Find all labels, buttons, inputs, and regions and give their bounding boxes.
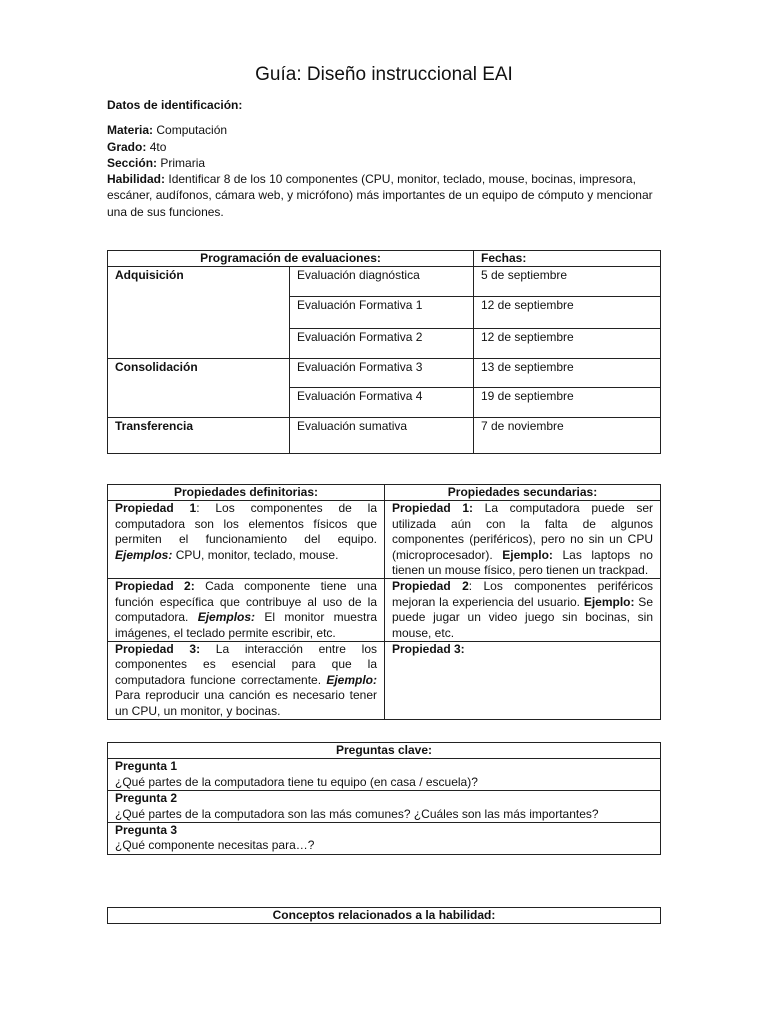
concepts-header-row — [108, 908, 661, 924]
evaluation-date: 12 de septiembre — [474, 297, 661, 329]
example-label: Ejemplo: — [326, 672, 377, 687]
secondary-header: Propiedades secundarias: — [385, 485, 661, 501]
evaluation-date: 12 de septiembre — [474, 329, 661, 359]
question-cell — [108, 759, 661, 791]
evaluations-dates-header: Fechas: — [474, 251, 661, 267]
property-label: Propiedad 1 — [115, 501, 197, 516]
table-row — [108, 579, 661, 642]
question-cell — [108, 823, 661, 855]
evaluation-date: 5 de septiembre — [474, 267, 661, 297]
materia-value: Computación — [156, 123, 228, 138]
property-example: Para reproducir una canción es necesario tener un CPU, un monitor, y bocinas. — [115, 688, 377, 718]
evaluation-name: Evaluación Formativa 3 — [290, 359, 474, 388]
concepts-header: Conceptos relacionados a la habilidad: — [108, 908, 661, 924]
evaluation-name: Evaluación diagnóstica — [290, 267, 474, 297]
property-cell — [108, 579, 385, 642]
property-label: Propiedad 3: — [392, 642, 465, 657]
property-cell — [385, 579, 661, 642]
seccion-value: Primaria — [160, 155, 206, 170]
example-label: Ejemplos: — [197, 610, 256, 625]
concepts-table — [107, 907, 661, 924]
stage-name: Transferencia — [108, 418, 290, 454]
property-text: : Los componentes periféricos mejoran la experiencia del usuario. — [392, 579, 653, 609]
identification-heading: Datos de identificación: — [107, 98, 243, 112]
question-cell — [108, 791, 661, 823]
evaluations-table — [107, 250, 661, 454]
property-cell — [108, 642, 385, 720]
property-label: Propiedad 2: — [115, 579, 195, 594]
habilidad-value: Identificar 8 de los 10 componentes (CPU, monitor, teclado, mouse, bocinas, impresora, escáner, audífonos, cámara web, y micrófono) más importantes de un equipo de cómputo y mencionar una de sus funciones. — [107, 172, 653, 219]
table-row — [108, 418, 661, 454]
definitory-header: Propiedades definitorias: — [108, 485, 385, 501]
property-label: Propiedad 2 — [392, 579, 469, 594]
seccion-label: Sección: — [107, 155, 158, 170]
evaluation-name: Evaluación Formativa 2 — [290, 329, 474, 359]
evaluation-date: 13 de septiembre — [474, 359, 661, 388]
table-row — [108, 791, 661, 823]
property-example: El monitor muestra imágenes, el teclado permite escribir, etc. — [115, 610, 377, 640]
stage-name: Consolidación — [108, 359, 290, 418]
example-label: Ejemplo: — [502, 547, 553, 562]
question-text: ¿Qué partes de la computadora tiene tu equipo (en casa / escuela)? — [115, 774, 478, 789]
evaluation-name: Evaluación sumativa — [290, 418, 474, 454]
questions-table — [107, 742, 661, 855]
example-label: Ejemplo: — [583, 594, 635, 609]
property-label: Propiedad 1: — [392, 501, 473, 516]
table-row — [108, 501, 661, 579]
habilidad-label: Habilidad: — [107, 172, 166, 187]
property-label: Propiedad 3: — [115, 642, 201, 657]
property-text: La computadora puede ser utilizada aún con la falta de algunos componentes (periféricos), pero no sin un CPU (microprocesador). — [392, 501, 654, 562]
grado-label: Grado: — [107, 139, 147, 154]
question-label: Pregunta 2 — [115, 791, 178, 806]
question-text: ¿Qué componente necesitas para…? — [115, 838, 315, 853]
grado-value: 4to — [149, 139, 167, 154]
question-label: Pregunta 1 — [115, 759, 178, 774]
question-text: ¿Qué partes de la computadora son las más comunes? ¿Cuáles son las más importantes? — [115, 806, 599, 821]
property-text: : Los componentes de la computadora son los elementos físicos que permiten el funcionamiento del equipo. — [115, 501, 377, 547]
grado-line — [107, 139, 667, 155]
evaluation-name: Evaluación Formativa 4 — [290, 388, 474, 418]
page-title: Guía: Diseño instruccional EAI — [255, 64, 513, 85]
property-cell — [385, 642, 661, 720]
property-cell — [108, 501, 385, 579]
property-text: Cada componente tiene una función específica que contribuye al uso de la computadora. — [115, 579, 377, 625]
habilidad-line — [107, 171, 667, 220]
evaluation-date: 19 de septiembre — [474, 388, 661, 418]
table-row — [108, 823, 661, 855]
properties-table — [107, 484, 661, 720]
table-row — [108, 359, 661, 388]
evaluation-date: 7 de noviembre — [474, 418, 661, 454]
seccion-line — [107, 155, 667, 171]
table-row — [108, 642, 661, 720]
property-cell — [385, 501, 661, 579]
properties-header-row — [108, 485, 661, 501]
identification-block — [107, 97, 667, 220]
stage-name: Adquisición — [108, 267, 290, 359]
evaluations-header-row — [108, 251, 661, 267]
property-text: La interacción entre los componentes es esencial para que la computadora funcione correctamente. — [115, 642, 377, 687]
property-example: CPU, monitor, teclado, mouse. — [172, 547, 339, 562]
property-example: Las laptops no tienen un mouse físico, pero tienen un trackpad. — [392, 547, 653, 578]
table-row — [108, 267, 661, 297]
materia-label: Materia: — [107, 123, 154, 138]
question-label: Pregunta 3 — [115, 823, 178, 838]
evaluations-program-header: Programación de evaluaciones: — [108, 251, 474, 267]
property-example: Se puede jugar un video juego sin bocinas, sin mouse, etc. — [392, 594, 653, 640]
table-row — [108, 759, 661, 791]
example-label: Ejemplos: — [115, 547, 173, 562]
questions-header: Preguntas clave: — [108, 743, 661, 759]
evaluation-name: Evaluación Formativa 1 — [290, 297, 474, 329]
questions-header-row — [108, 743, 661, 759]
materia-line — [107, 122, 667, 138]
